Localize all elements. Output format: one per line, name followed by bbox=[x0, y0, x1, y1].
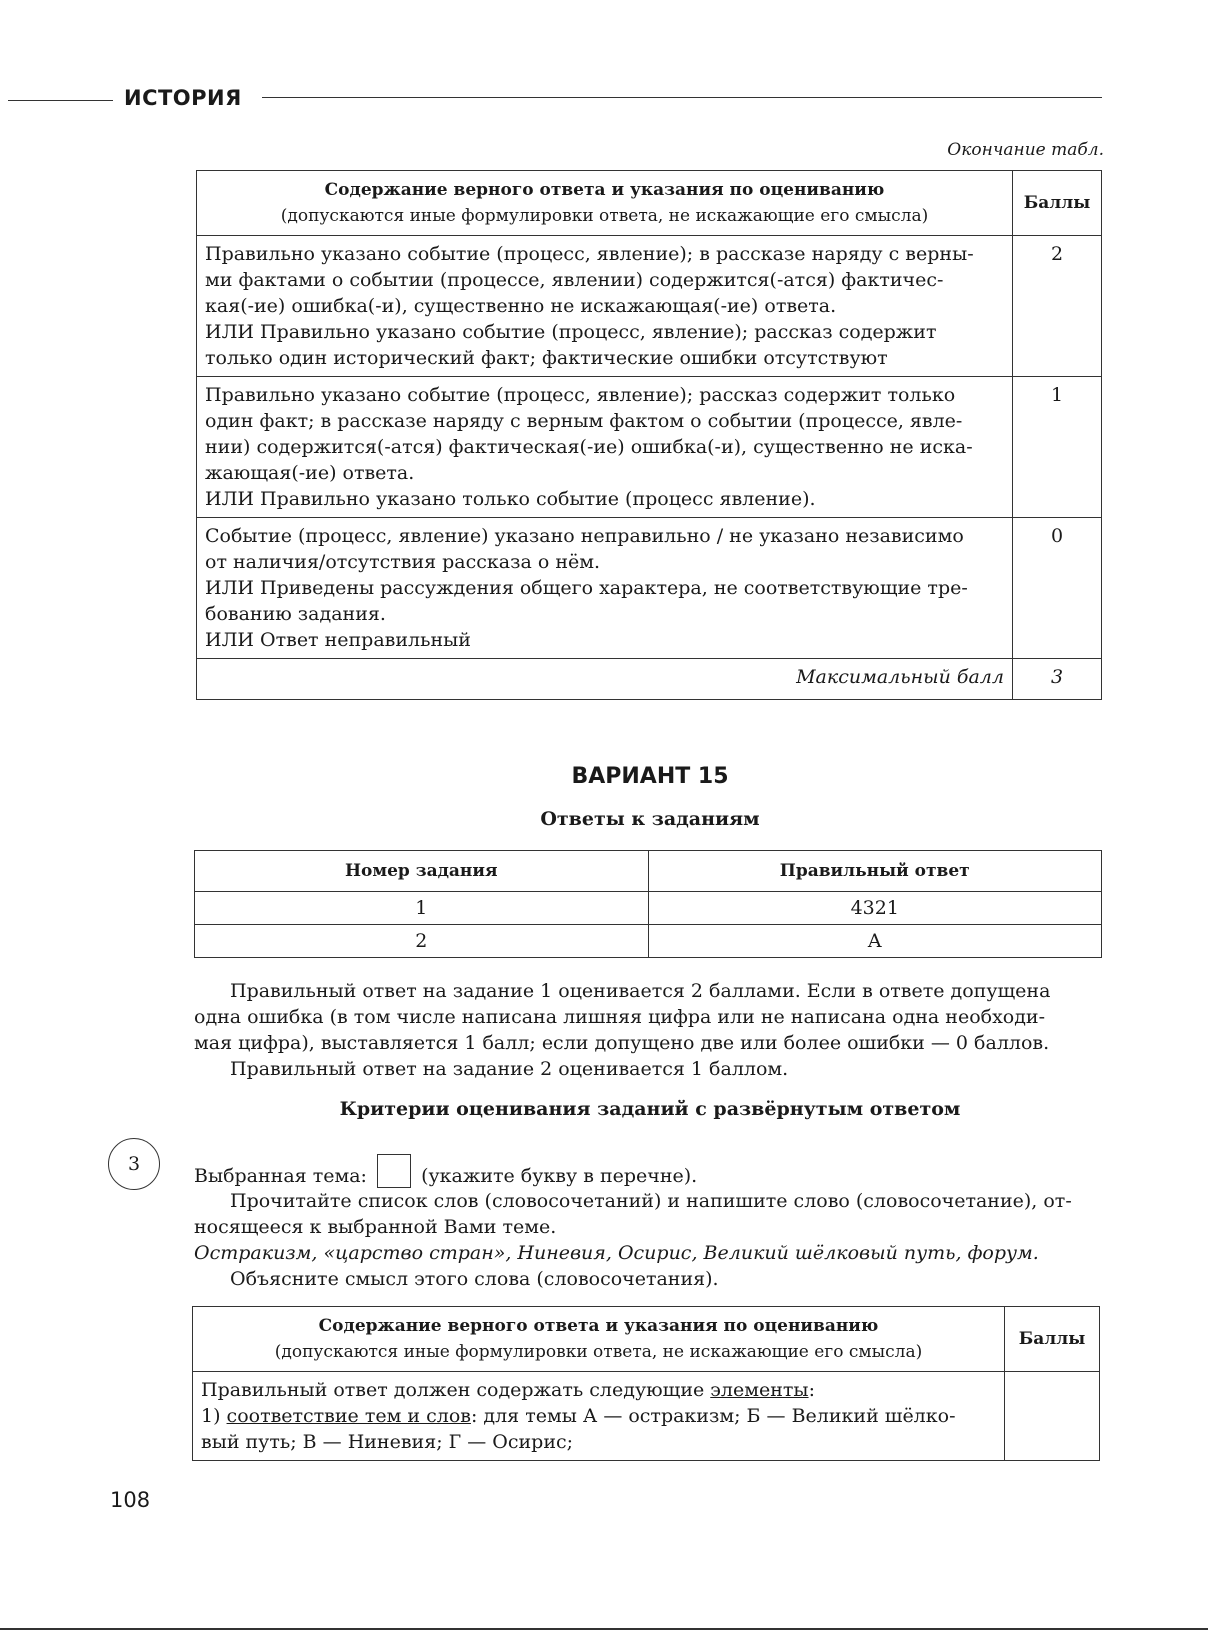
header-main-text: Содержание верного ответа и указания по оцениванию bbox=[324, 180, 885, 200]
table-caption: Окончание табл. bbox=[947, 140, 1104, 160]
criteria-line: бованию задания. bbox=[205, 603, 386, 625]
table-header-row bbox=[197, 171, 1102, 236]
instruction-line: Прочитайте список слов (словосочетаний) и напишите слово (словосочетание), от- bbox=[230, 1190, 1072, 1212]
header-score-cell: Баллы bbox=[1013, 171, 1102, 236]
criteria-line: кая(-ие) ошибка(-и), существенно не искажающая(-ие) ответа. bbox=[205, 295, 837, 317]
score-cell: 1 bbox=[1013, 377, 1102, 518]
max-score-row bbox=[197, 659, 1102, 700]
underlined-term: элементы bbox=[710, 1379, 809, 1401]
score-cell: 0 bbox=[1013, 518, 1102, 659]
criteria-line: один факт; в рассказе наряду с верным фактом о событии (процессе, явле- bbox=[205, 410, 963, 432]
answers-header-row bbox=[195, 851, 1102, 892]
answers-table bbox=[194, 850, 1102, 958]
grading-table-1 bbox=[196, 170, 1102, 700]
variant-title: ВАРИАНТ 15 bbox=[571, 764, 729, 789]
criteria-line: ми фактами о событии (процессе, явлении) содержится(-атся) фактичес- bbox=[205, 269, 944, 291]
page-number: 108 bbox=[110, 1488, 151, 1512]
score-cell: 2 bbox=[1013, 236, 1102, 377]
criteria-line: ИЛИ Приведены рассуждения общего характера, не соответствующие тре- bbox=[205, 577, 968, 599]
header-content-cell bbox=[197, 171, 1013, 236]
answers-heading: Ответы к заданиям bbox=[540, 808, 760, 830]
criteria-cell bbox=[193, 1372, 1005, 1461]
scoring-note bbox=[194, 978, 1102, 1082]
grading-table-2 bbox=[192, 1306, 1100, 1461]
max-score-label: Максимальный балл bbox=[197, 659, 1013, 700]
criteria-line: ИЛИ Правильно указано только событие (процесс явление). bbox=[205, 488, 816, 510]
table-row bbox=[197, 518, 1102, 659]
header-rule-left bbox=[8, 100, 113, 101]
theme-hint: (укажите букву в перечне). bbox=[421, 1165, 698, 1187]
note-line-2: Правильный ответ на задание 2 оценивается 1 баллом. bbox=[230, 1058, 789, 1080]
answer-cell: 4321 bbox=[648, 892, 1102, 925]
explain-line: Объясните смысл этого слова (словосочетания). bbox=[230, 1268, 719, 1290]
instruction-block bbox=[194, 1188, 1102, 1292]
table-row bbox=[195, 925, 1102, 958]
criteria-line: жающая(-ие) ответа. bbox=[205, 462, 415, 484]
footer-rule bbox=[0, 1628, 1208, 1630]
max-score-value: 3 bbox=[1013, 659, 1102, 700]
table-row bbox=[195, 892, 1102, 925]
criteria-line: Правильно указано событие (процесс, явление); рассказ содержит только bbox=[205, 384, 956, 406]
criteria-line: Правильный ответ должен содержать следующие элементы: bbox=[201, 1379, 815, 1401]
table-row bbox=[197, 377, 1102, 518]
theme-line bbox=[194, 1154, 1102, 1189]
criteria-line: Правильно указано событие (процесс, явление); в рассказе наряду с верны- bbox=[205, 243, 974, 265]
header-rule-right bbox=[262, 97, 1102, 98]
criteria-line: 1) соответствие тем и слов: для темы А — остракизм; Б — Великий шёлко- bbox=[201, 1405, 956, 1427]
task-number-cell: 2 bbox=[195, 925, 649, 958]
header-sub-text: (допускаются иные формулировки ответа, не искажающие его смысла) bbox=[274, 1342, 923, 1362]
table-row bbox=[193, 1372, 1100, 1461]
header-score-cell: Баллы bbox=[1005, 1307, 1100, 1372]
header-subject: ИСТОРИЯ bbox=[124, 86, 242, 110]
criteria-cell bbox=[197, 377, 1013, 518]
criteria-line: только один исторический факт; фактические ошибки отсутствуют bbox=[205, 347, 888, 369]
theme-letter-box[interactable] bbox=[377, 1154, 411, 1188]
criteria-cell bbox=[197, 236, 1013, 377]
criteria-line: ИЛИ Правильно указано событие (процесс, явление); рассказ содержит bbox=[205, 321, 937, 343]
task-number-badge: 3 bbox=[108, 1138, 160, 1190]
criteria-heading: Критерии оценивания заданий с развёрнутым ответом bbox=[339, 1098, 961, 1120]
criteria-cell bbox=[197, 518, 1013, 659]
theme-label: Выбранная тема: bbox=[194, 1165, 367, 1187]
underlined-term: соответствие тем и слов bbox=[226, 1405, 471, 1427]
answer-cell: А bbox=[648, 925, 1102, 958]
instruction-line: носящееся к выбранной Вами теме. bbox=[194, 1216, 557, 1238]
header-sub-text: (допускаются иные формулировки ответа, не искажающие его смысла) bbox=[280, 206, 929, 226]
criteria-line: от наличия/отсутствия рассказа о нём. bbox=[205, 551, 601, 573]
table-header-row bbox=[193, 1307, 1100, 1372]
col-answer-header: Правильный ответ bbox=[648, 851, 1102, 892]
table-row bbox=[197, 236, 1102, 377]
word-list: Остракизм, «царство стран», Ниневия, Осирис, Великий шёлковый путь, форум. bbox=[194, 1242, 1039, 1264]
header-content-cell bbox=[193, 1307, 1005, 1372]
criteria-line: вый путь; В — Ниневия; Г — Осирис; bbox=[201, 1431, 574, 1453]
note-line: мая цифра), выставляется 1 балл; если допущено две или более ошибки — 0 баллов. bbox=[194, 1032, 1050, 1054]
header-main-text: Содержание верного ответа и указания по оцениванию bbox=[318, 1316, 879, 1336]
criteria-line: ИЛИ Ответ неправильный bbox=[205, 629, 471, 651]
criteria-line: Событие (процесс, явление) указано неправильно / не указано независимо bbox=[205, 525, 964, 547]
note-line: одна ошибка (в том числе написана лишняя цифра или не написана одна необходи- bbox=[194, 1006, 1046, 1028]
score-cell bbox=[1005, 1372, 1100, 1461]
task-number-cell: 1 bbox=[195, 892, 649, 925]
criteria-line: нии) содержится(-атся) фактическая(-ие) ошибка(-и), существенно не иска- bbox=[205, 436, 973, 458]
note-line: Правильный ответ на задание 1 оценивается 2 баллами. Если в ответе допущена bbox=[230, 980, 1051, 1002]
col-task-header: Номер задания bbox=[195, 851, 649, 892]
